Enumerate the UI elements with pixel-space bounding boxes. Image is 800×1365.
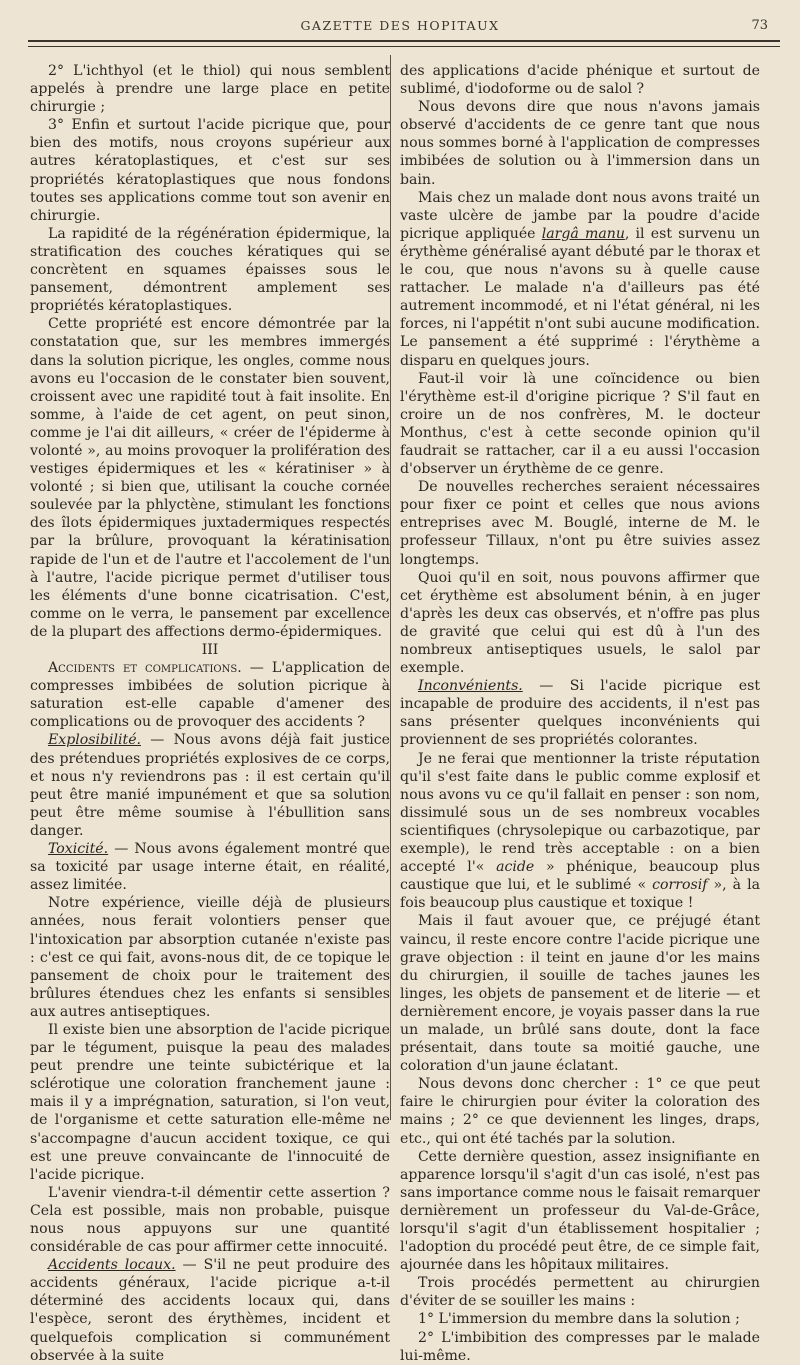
paragraph (400, 750, 760, 913)
paragraph: La rapidité de la régénération épidermique, la stratification des couches kératiques qui se concrètent en squames épaisses sous le pansement, démontrent amplement ses propriétés kératoplastiques. (30, 225, 390, 315)
run-in-heading: Accidents et complications. (48, 660, 242, 677)
paragraph-text: — Si l'acide picrique est incapable de produire des accidents, il n'est pas sans présenter quelques inconvénients qui proviennent de ses propriétés colorantes. (400, 678, 760, 749)
run-in-heading: Inconvénients. (418, 678, 523, 695)
paragraph (30, 840, 390, 894)
paragraph-text: — Nous avons déjà fait justice des prétendues propriétés explosives de ce corps, et nous n'y reviendrons pas : il est certain qu'il peut être manié impunément et que sa solution peut être même soumise à l'ébullition sans danger. (30, 732, 390, 839)
paragraph-text: Je ne ferai que mentionner la triste réputation qu'il s'est faite dans le public comme explosif et nous avons vu ce qu'il fallait en penser : son nom, dissimulé sous un de ses nombreux vocables scientifiques (chrysolepique ou carbazotique, par exemple), le rend très acceptable : on a bien accepté l'« (400, 750, 760, 876)
right-column (400, 62, 760, 1365)
paragraph (400, 677, 760, 749)
paragraph-text: » phénique, beaucoup plus caustique que lui, et le sublimé « (400, 859, 760, 894)
paragraph (30, 659, 390, 731)
paragraph: Trois procédés permettent au chirurgien d'éviter de se souiller les mains : (400, 1275, 760, 1310)
paragraph (400, 189, 760, 370)
emphasis: acide (496, 859, 535, 876)
paragraph: Quoi qu'il en soit, nous pouvons affirmer que cet érythème est absolument bénin, à en juger d'après les deux cas observés, et n'offre pas plus de gravité que celui qui est dû à l'un des nombreux antiseptiques usuels, le salol par exemple. (400, 569, 760, 677)
paragraph: Cette propriété est encore démontrée par la constatation que, sur les membres immergés dans la solution picrique, les ongles, comme nous avons eu l'occasion de le constater bien souvent, croissent avec une rapidité tout à fait insolite. En somme, à l'aide de cet agent, on peut sinon, comme je l'ai dit ailleurs, « créer de l'épiderme à volonté », au moins provoquer la prolifération des vestiges épidermiques et les « kératiniser » à volonté ; si bien que, utilisant la couche cornée soulevée par la phlyctène, stimulant les fonctions des îlots épidermiques juxtadermiques respectés par la brûlure, provoquant la kératinisation rapide de l'un et de l'autre et l'accolement de l'un à l'autre, l'acide picrique permet d'utiliser tous les éléments d'une bonne cicatrisation. C'est, comme on le verra, le pansement par excellence de la plupart des affections dermo-épidermiques. (30, 316, 390, 640)
paragraph-text: — L'application de compresses imbibées de solution picrique à saturation est-elle capable d'amener des complications ou de provoquer des accidents ? (30, 660, 390, 731)
paragraph-text: », à la fois beaucoup plus caustique et toxique ! (400, 877, 760, 912)
paragraph: 3° Enfin et surtout l'acide picrique que, pour bien des motifs, nous croyons supérieur aux autres kératoplastiques, et c'est sur ses propriétés kératoplastiques que nous fondons toutes ses applications comme tout son avenir en chirurgie. (30, 117, 390, 224)
header-rule-thick (28, 40, 780, 42)
paragraph (30, 731, 390, 840)
paragraph: Il existe bien une absorption de l'acide picrique par le tégument, puisque la peau des malades peut prendre une teinte subictérique et la sclérotique une coloration franchement jaune : mais il y a imprégnation, saturation, si l'on veut, de l'organisme et cette saturation elle-même ne s'accompagne d'aucun accident toxique, ce qui est une preuve convaincante de l'innocuité de l'acide picrique. (30, 1021, 390, 1183)
run-in-heading: Toxicité. (48, 841, 109, 858)
latin-phrase: largâ manu (541, 225, 625, 242)
run-in-heading: Accidents locaux. (48, 1257, 176, 1274)
paragraph: 2° L'ichthyol (et le thiol) qui nous semblent appelés à prendre une large place en petite chirurgie ; (30, 63, 390, 116)
emphasis: corrosif (652, 877, 708, 894)
paragraph: Notre expérience, vieille déjà de plusieurs années, nous ferait volontiers penser que l'intoxication par absorption cutanée n'existe pas : c'est ce qui fait, avons-nous dit, de ce topique le pansement de choix pour le traitement des brûlures étendues chez les enfants si sensibles aux autres antiseptiques. (30, 895, 390, 1020)
paragraph-text: Mais chez un malade dont nous avons traité un vaste ulcère de jambe par la poudre d'acide picrique appliquée (400, 189, 760, 242)
paragraph-text: — S'il ne peut produire des accidents généraux, l'acide picrique a-t-il déterminé des accidents locaux qui, dans l'espèce, seront des érythèmes, incident et quelquefois complication si communément observée à la suite (30, 1257, 390, 1364)
paragraph (30, 1256, 390, 1365)
run-in-heading: Explosibilité. (48, 732, 142, 749)
paragraph: Nous devons dire que nous n'avons jamais observé d'accidents de ce genre tant que nous nous sommes borné à l'application de compresses imbibées de solution ou à l'immersion dans un bain. (400, 99, 760, 188)
paragraph-text: , il est survenu un érythème généralisé ayant débuté par le thorax et le cou, que nous n'avons su à quelle cause rattacher. Le malade n'a d'ailleurs pas été autrement incommodé, et ni l'état général, ni les forces, ni l'appétit n'ont subi aucune modification. Le pansement a été supprimé : l'érythème a disparu en quelques jours. (400, 225, 760, 369)
paragraph: De nouvelles recherches seraient nécessaires pour fixer ce point et celles que nous avions entreprises avec M. Bouglé, interne de M. le professeur Tillaux, n'ont pu être suivies assez longtemps. (400, 479, 760, 568)
paragraph: Cette dernière question, assez insignifiante en apparence lorsqu'il s'agit d'un cas isolé, n'est pas sans importance comme nous le faisait remarquer dernièrement un professeur du Val-de-Grâce, lorsqu'il s'agit d'un établissement hospitalier ; l'adoption du procédé peut être, de ce simple fait, ajournée dans les hôpitaux militaires. (400, 1148, 760, 1274)
paragraph: Faut-il voir là une coïncidence ou bien l'érythème est-il d'origine picrique ? S'il faut en croire un de nos confrères, M. le docteur Monthus, c'est à cette seconde opinion qu'il faudrait se rattacher, car il a eu aussi l'occasion d'observer un érythème de ce genre. (400, 370, 760, 478)
page-number: 73 (751, 18, 768, 33)
paragraph: Nous devons donc chercher : 1° ce que peut faire le chirurgien pour éviter la coloration des mains ; 2° ce que deviennent les linges, draps, etc., qui ont été tachés par la solution. (400, 1076, 760, 1147)
paragraph: des applications d'acide phénique et surtout de sublimé, d'iodoforme ou de salol ? (400, 63, 760, 98)
header-rule-thin (28, 46, 780, 47)
paragraph-text: — Nous avons également montré que sa toxicité par usage interne était, en réalité, assez limitée. (30, 841, 390, 894)
running-head-title: GAZETTE DES HOPITAUX (300, 18, 500, 33)
paragraph: L'avenir viendra-t-il démentir cette assertion ? Cela est possible, mais non probable, puisque nous nous appuyons sur une quantité considérable de cas pour affirmer cette innocuité. (30, 1184, 390, 1256)
paragraph: 2° L'imbibition des compresses par le malade lui-même. (400, 1329, 760, 1364)
column-divider (390, 55, 391, 1120)
section-number: III (201, 642, 219, 658)
paragraph: 1° L'immersion du membre dans la solution ; (418, 1311, 740, 1328)
paragraph: Mais il faut avouer que, ce préjugé étant vaincu, il reste encore contre l'acide picrique une grave objection : il teint en jaune d'or les mains du chirurgien, il souille de taches jaunes les linges, les objets de pansement et de literie — et dernièrement encore, je voyais passer dans la rue un malade, un brûlé sans doute, dont la face présentait, dans toute sa moitié gauche, une coloration d'un jaune éclatant. (400, 913, 760, 1075)
left-column (30, 62, 390, 1365)
